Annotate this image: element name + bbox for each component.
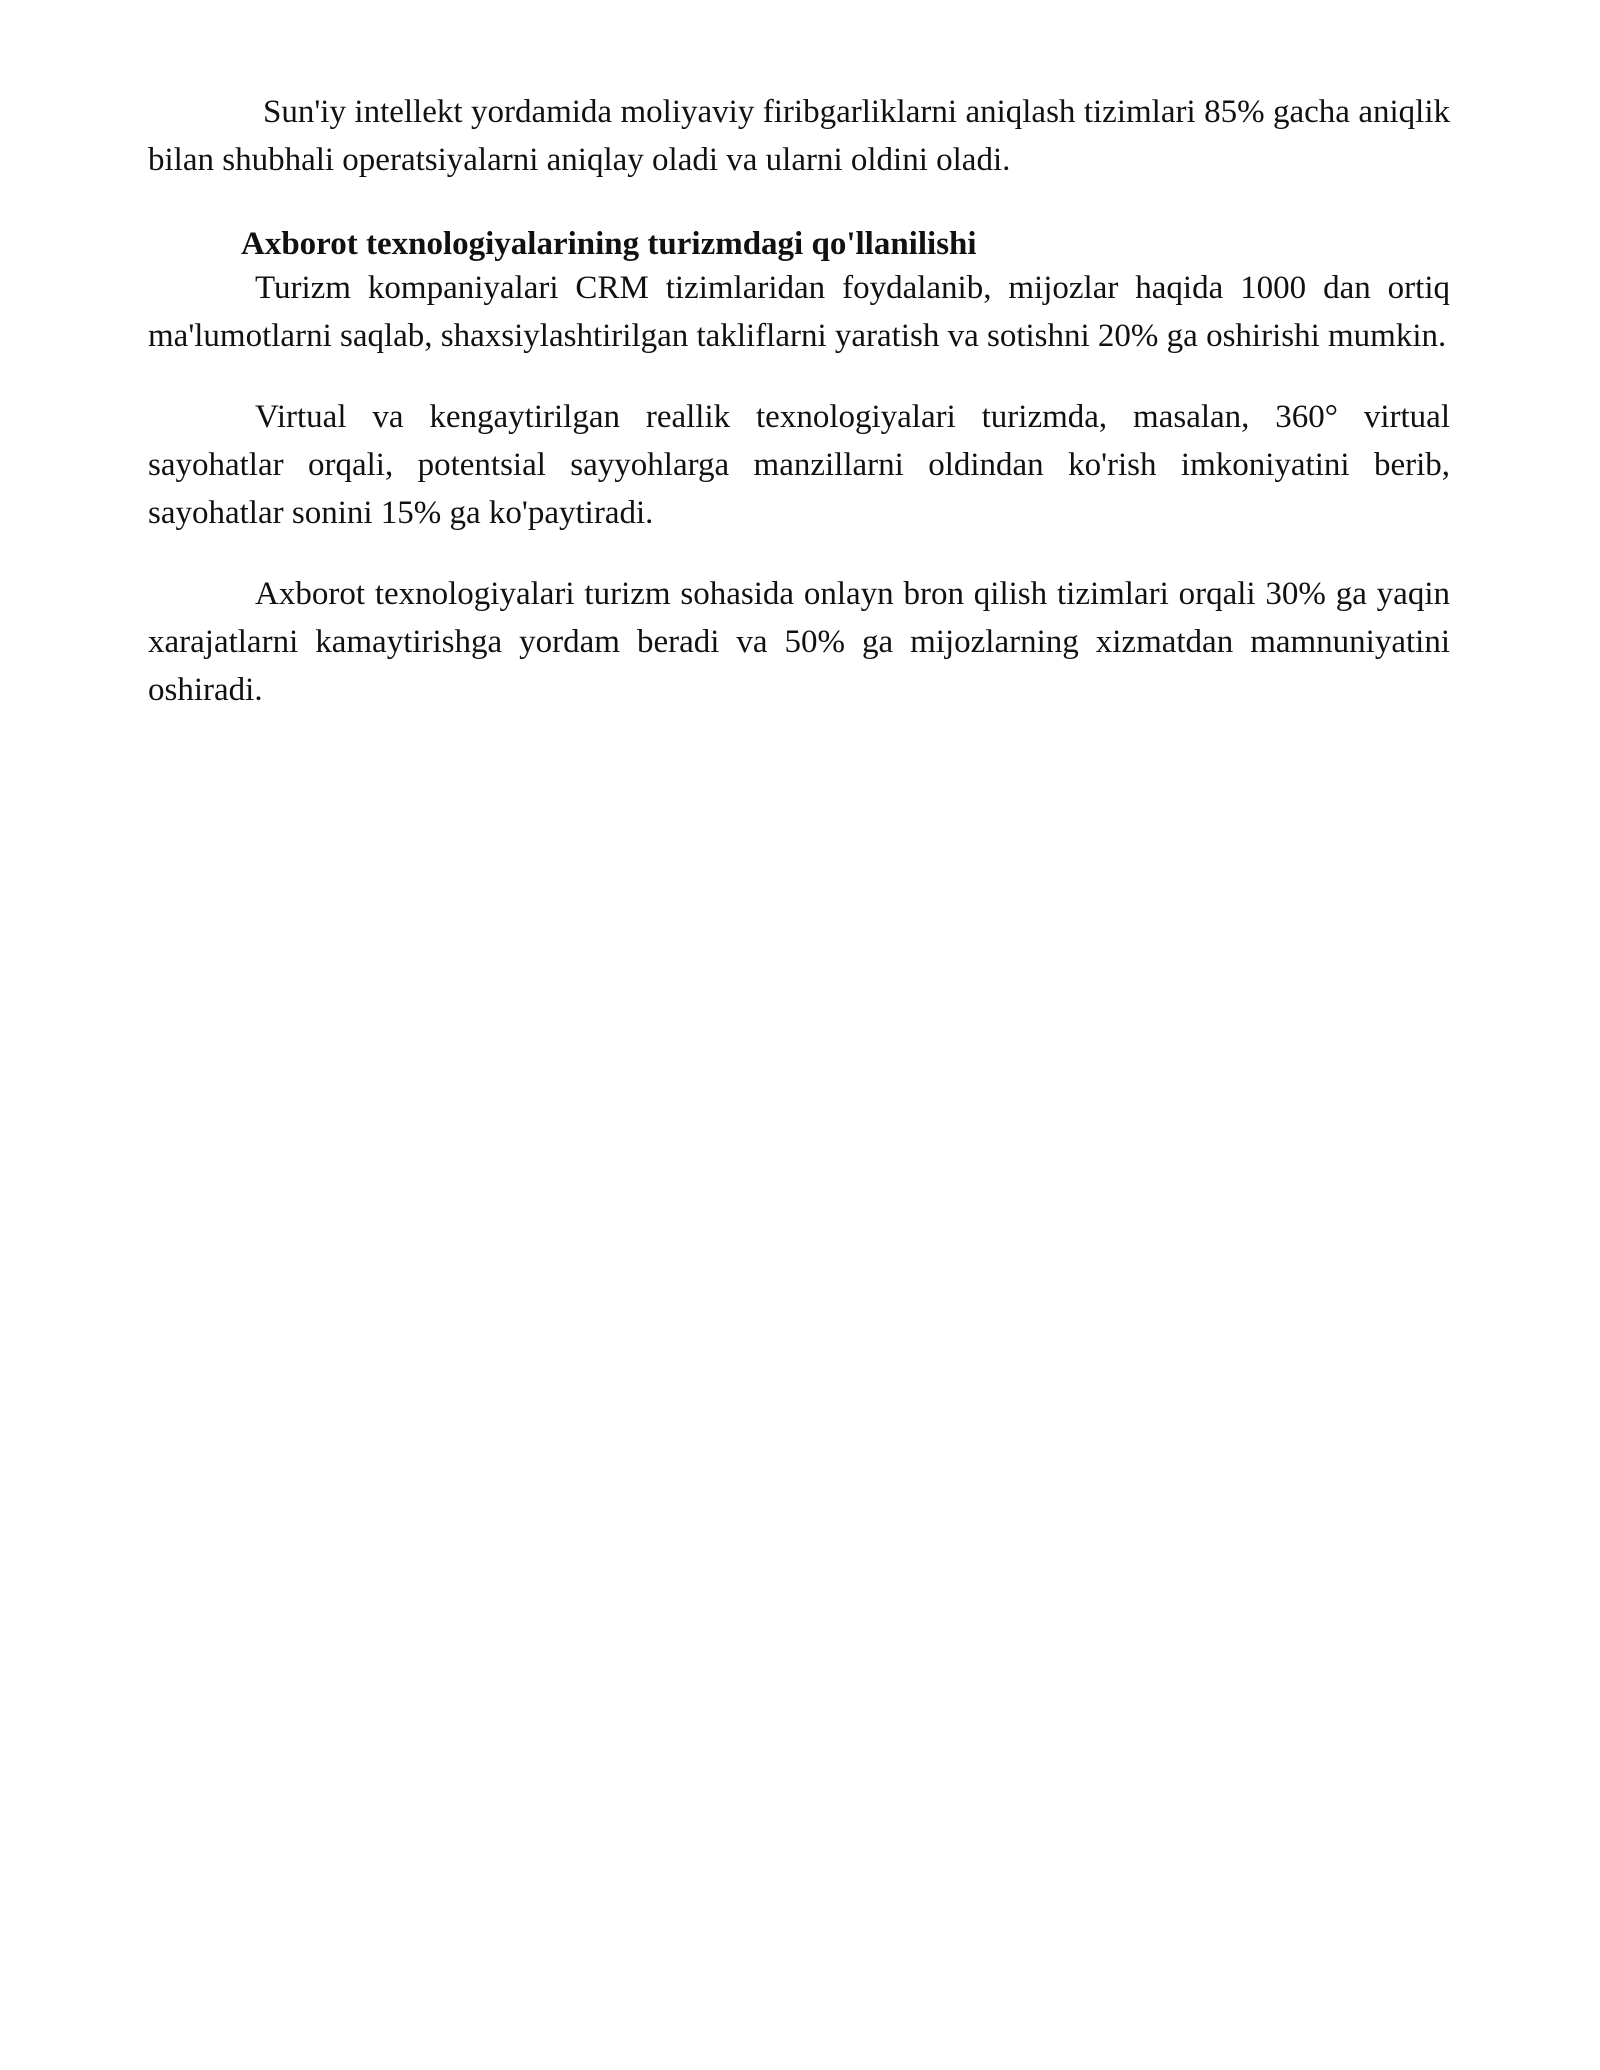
section-heading: Axborot texnologiyalarining turizmdagi qo'llanilishi	[241, 226, 977, 262]
paragraph-online-booking: Axborot texnologiyalari turizm sohasida onlayn bron qilish tizimlari orqali 30% ga yaqin xarajatlarni kamaytirishga yordam beradi va 50% ga mijozlarning xizmatdan mamnuniyatini oshiradi.	[148, 576, 1450, 708]
paragraph-crm-systems: Turizm kompaniyalari CRM tizimlaridan foydalanib, mijozlar haqida 1000 dan ortiq ma'lumotlarni saqlab, shaxsiylashtirilgan takliflarni yaratish va sotishni 20% ga oshirishi mumkin.	[148, 270, 1450, 354]
paragraph-virtual-reality: Virtual va kengaytirilgan reallik texnologiyalari turizmda, masalan, 360° virtual sayohatlar orqali, potentsial sayyohlarga manzillarni oldindan ko'rish imkoniyatini berib, sayohatlar sonini 15% ga ko'paytiradi.	[148, 399, 1450, 531]
paragraph-ai-fraud-detection: Sun'iy intellekt yordamida moliyaviy firibgarliklarni aniqlash tizimlari 85% gacha aniqlik bilan shubhali operatsiyalarni aniqlay oladi va ularni oldini oladi.	[148, 94, 1450, 178]
document-body	[148, 88, 1450, 714]
